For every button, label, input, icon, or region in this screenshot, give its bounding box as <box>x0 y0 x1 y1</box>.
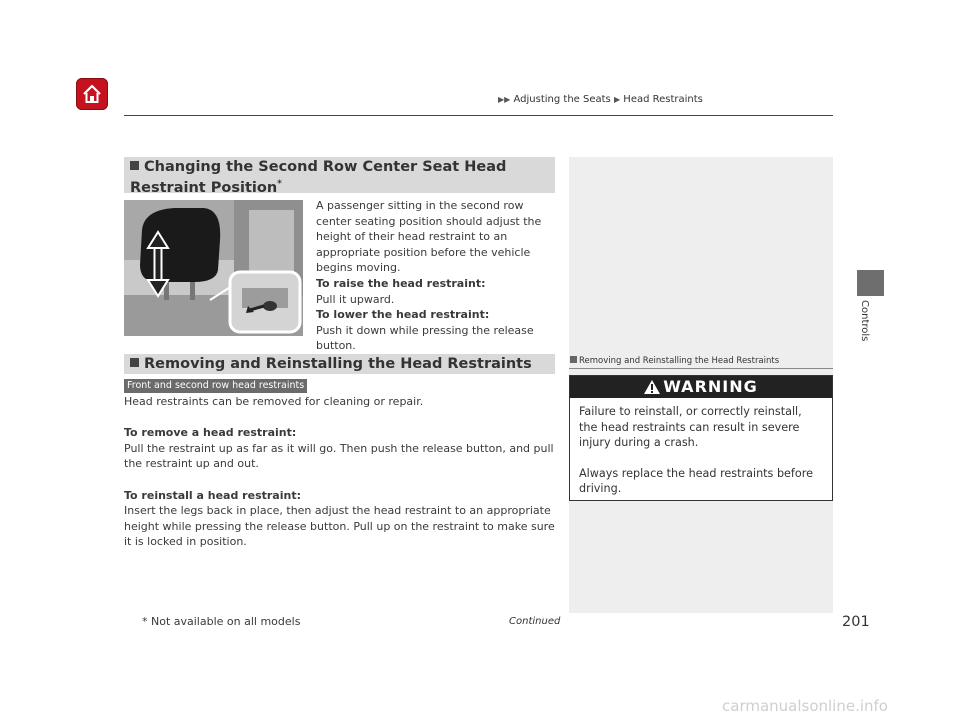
note-title[interactable] <box>570 356 779 366</box>
remove-text: Pull the restraint up as far as it will go. Then push the release button, and pull the restraint up and out. <box>124 441 554 471</box>
section-title: Removing and Reinstalling the Head Restraints <box>144 356 532 372</box>
reinstall-heading: To reinstall a head restraint: <box>124 488 301 502</box>
center-restraint-instructions <box>316 198 556 354</box>
model-asterisk: * <box>277 179 282 189</box>
header-divider <box>124 115 833 116</box>
section-heading-center-restraint <box>124 157 555 196</box>
note-title-text: Removing and Reinstalling the Head Restraints <box>579 356 780 366</box>
warning-box <box>569 375 833 501</box>
home-icon <box>81 83 103 105</box>
warning-paragraph-2: Always replace the head restraints before driving. <box>579 466 813 496</box>
raise-heading: To raise the head restraint: <box>316 276 486 290</box>
remove-heading: To remove a head restraint: <box>124 426 297 440</box>
home-button[interactable] <box>76 78 108 110</box>
removing-intro: Head restraints can be removed for cleaning or repair. <box>124 395 424 408</box>
continued-label: Continued <box>509 616 561 627</box>
applicability-tag: Front and second row head restraints <box>124 379 307 393</box>
note-reference-icon <box>570 356 577 363</box>
warning-paragraph-1: Failure to reinstall, or correctly reinstall, the head restraints can result in severe injury during a crash. <box>579 405 802 450</box>
chapter-tab-label[interactable]: Controls <box>859 300 870 342</box>
breadcrumb <box>498 94 703 105</box>
footnote: * Not available on all models <box>142 615 301 628</box>
heading-square-icon <box>130 358 139 367</box>
breadcrumb-section[interactable]: Adjusting the Seats <box>513 94 611 105</box>
warning-triangle-icon <box>644 380 660 394</box>
warning-header <box>570 376 832 398</box>
watermark: carmanualsonline.info <box>722 697 888 715</box>
breadcrumb-arrow-icon: ▶ <box>613 95 621 104</box>
warning-label: WARNING <box>663 377 758 396</box>
center-restraint-intro: A passenger sitting in the second row center seating position should adjust the height of their head restraint to an appropriate position before the vehicle begins moving. <box>316 199 542 275</box>
breadcrumb-page[interactable]: Head Restraints <box>623 94 703 105</box>
warning-text <box>570 398 832 518</box>
reinstall-text: Insert the legs back in place, then adjust the head restraint to an appropriate height while pressing the release button. Pull up on the restraint to make sure it is locked in position. <box>124 504 555 549</box>
lower-text: Push it down while pressing the release button. <box>316 323 534 353</box>
page-number: 201 <box>842 614 870 630</box>
removing-instructions <box>124 394 564 566</box>
lower-heading: To lower the head restraint: <box>316 308 490 322</box>
section-heading-removing <box>124 354 555 374</box>
raise-text: Pull it upward. <box>316 292 395 306</box>
head-restraint-photo <box>124 200 303 336</box>
note-divider <box>569 368 833 369</box>
heading-square-icon <box>130 161 139 170</box>
section-title: Changing the Second Row Center Seat Head Restraint Position <box>130 159 507 196</box>
breadcrumb-arrow-icon: ▶▶ <box>498 95 511 104</box>
chapter-tab-marker[interactable] <box>857 270 884 296</box>
